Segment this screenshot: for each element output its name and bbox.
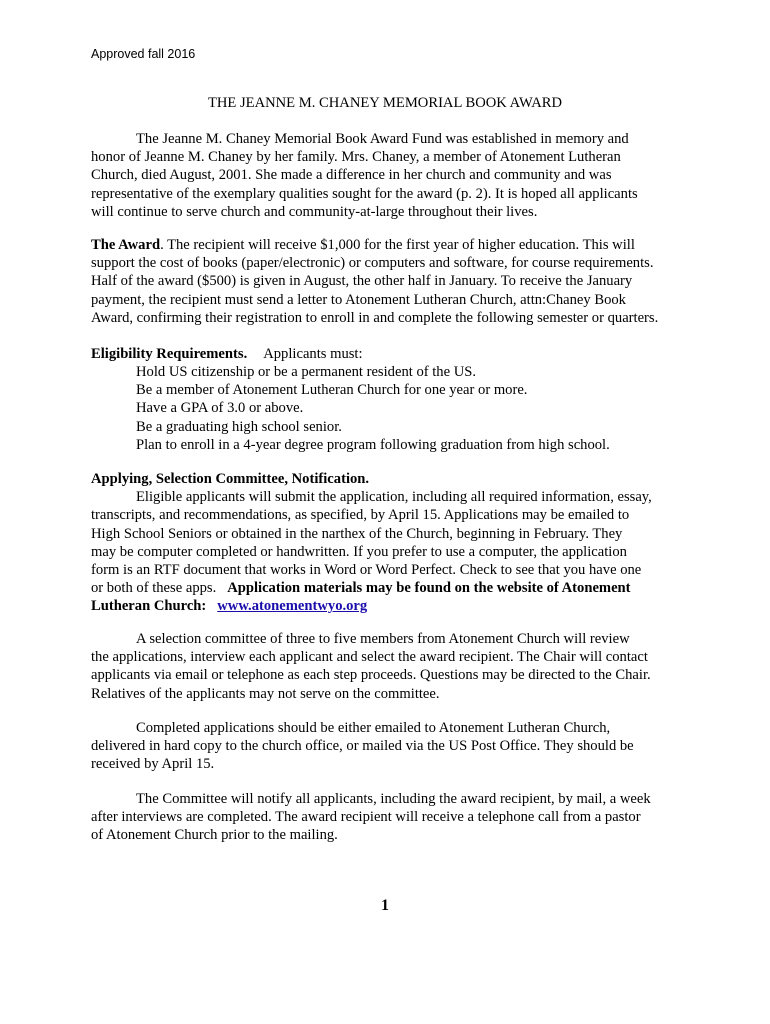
page-number: 1: [381, 897, 389, 914]
applying-line: transcripts, and recommendations, as specified, by April 15. Applications may be emailed to: [91, 507, 630, 524]
approval-note: Approved fall 2016: [91, 47, 196, 61]
eligibility-item: Have a GPA of 3.0 or above.: [136, 400, 304, 417]
selection-paragraph: [91, 630, 687, 703]
selection-line: A selection committee of three to five members from Atonement Church will review: [136, 631, 630, 647]
eligibility-item: Be a member of Atonement Lutheran Church for one year or more.: [136, 382, 528, 399]
applying-line: High School Seniors or obtained in the narthex of the Church, beginning in February. They: [91, 525, 623, 542]
completed-line: Completed applications should be either emailed to Atonement Lutheran Church,: [136, 720, 611, 736]
selection-line: applicants via email or telephone as each step proceeds. Questions may be directed to the Chair.: [91, 667, 651, 684]
award-line: . The recipient will receive $1,000 for the first year of higher education. This will: [160, 237, 635, 253]
eligibility-lead: Applicants must:: [263, 346, 363, 362]
award-line: Award, confirming their registration to enroll in and complete the following semester or quarters.: [91, 309, 659, 326]
intro-line: representative of the exemplary qualities sought for the award (p. 2). It is hoped all applicants: [91, 185, 638, 202]
selection-line: Relatives of the applicants may not serve on the committee.: [91, 685, 440, 702]
intro-paragraph: [91, 130, 687, 221]
intro-line: will continue to serve church and community-at-large throughout their lives.: [91, 203, 538, 220]
church-label: Lutheran Church:: [91, 598, 218, 615]
award-line: payment, the recipient must send a letter to Atonement Lutheran Church, attn:Chaney Book: [91, 291, 626, 308]
intro-line: Church, died August, 2001. She made a difference in her church and community and was: [91, 167, 612, 184]
applying-line: may be computer completed or handwritten. If you prefer to use a computer, the application: [91, 543, 627, 560]
eligibility-heading-line: [91, 345, 687, 363]
applying-heading: Applying, Selection Committee, Notification.: [91, 471, 370, 487]
applying-paragraph: [91, 470, 687, 616]
applying-line: form is an RTF document that works in Word or Word Perfect. Check to see that you have one: [91, 562, 642, 579]
eligibility-list: [136, 363, 696, 454]
award-line: support the cost of books (paper/electronic) or computers and software, for course requirements.: [91, 255, 654, 272]
selection-line: the applications, interview each applicant and select the award recipient. The Chair will contact: [91, 649, 648, 666]
award-heading: The Award: [91, 237, 161, 253]
completed-line: delivered in hard copy to the church office, or mailed via the US Post Office. They should be: [91, 738, 634, 755]
eligibility-heading: Eligibility Requirements.: [91, 346, 248, 362]
notify-line: after interviews are completed. The award recipient will receive a telephone call from a pastor: [91, 809, 641, 826]
notify-line: The Committee will notify all applicants, including the award recipient, by mail, a week: [136, 791, 651, 807]
completed-paragraph: [91, 719, 687, 774]
applying-line: or both of these apps.: [91, 580, 228, 597]
notify-line: of Atonement Church prior to the mailing.: [91, 827, 338, 844]
document-title: THE JEANNE M. CHANEY MEMORIAL BOOK AWARD: [207, 95, 563, 111]
eligibility-item: Plan to enroll in a 4-year degree program following graduation from high school.: [136, 436, 610, 453]
eligibility-item: Hold US citizenship or be a permanent resident of the US.: [136, 364, 477, 380]
intro-line: honor of Jeanne M. Chaney by her family. Mrs. Chaney, a member of Atonement Lutheran: [91, 149, 621, 166]
completed-line: received by April 15.: [91, 756, 215, 773]
intro-line: The Jeanne M. Chaney Memorial Book Award Fund was established in memory and: [136, 131, 629, 147]
award-line: Half of the award ($500) is given in August, the other half in January. To receive the January: [91, 273, 633, 290]
applying-line: Eligible applicants will submit the application, including all required information, essay,: [136, 489, 652, 506]
award-paragraph: [91, 236, 687, 327]
eligibility-item: Be a graduating high school senior.: [136, 418, 342, 435]
applying-materials-note: Application materials may be found on the website of Atonement: [227, 580, 631, 597]
notify-paragraph: [91, 790, 687, 845]
website-link[interactable]: www.atonementwyo.org: [217, 598, 368, 615]
